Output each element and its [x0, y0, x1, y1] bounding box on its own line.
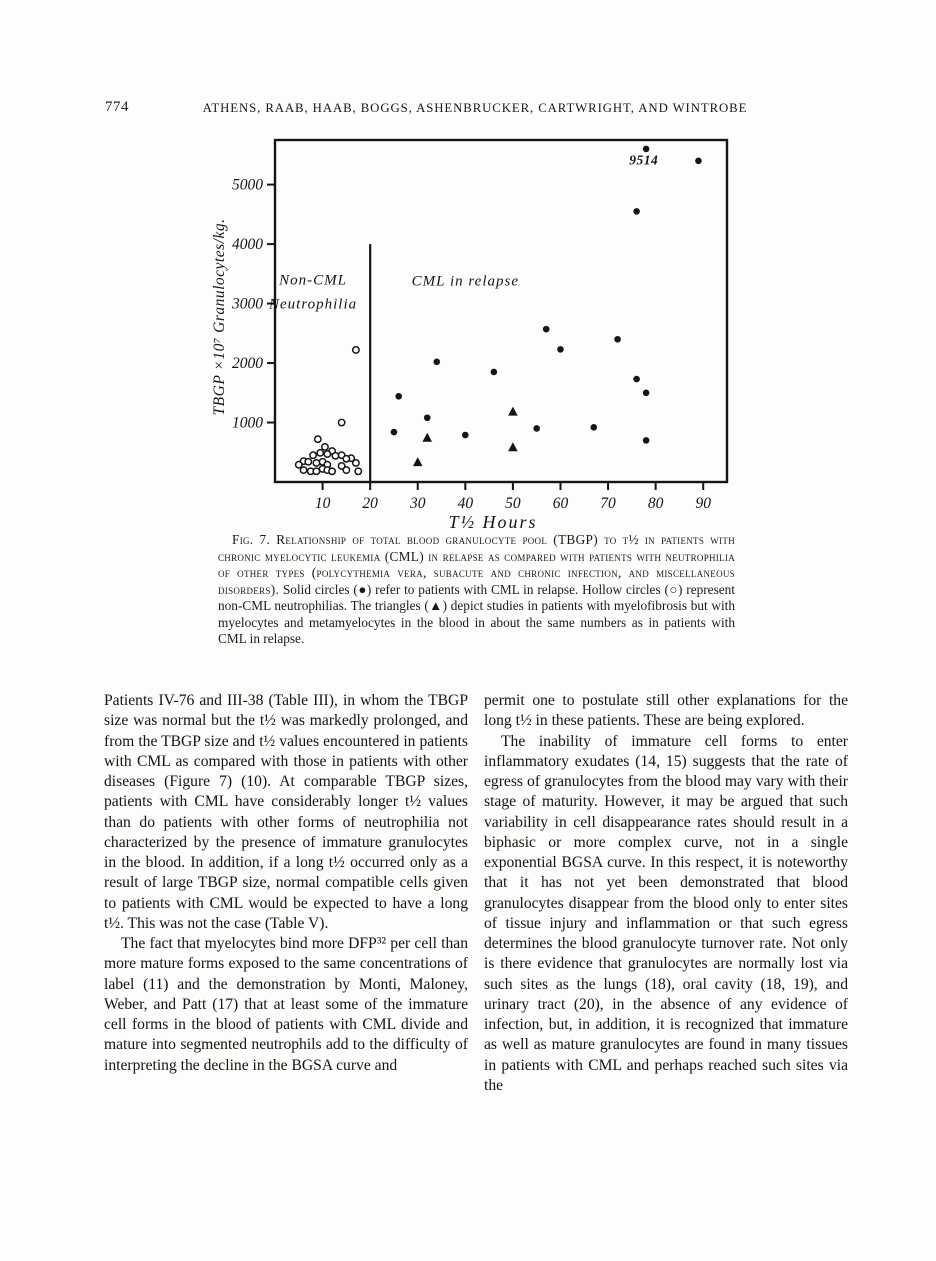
x-tick-label: 50 — [505, 495, 521, 512]
y-tick-label: 2000 — [232, 355, 263, 373]
data-point-noncml — [343, 467, 349, 473]
y-axis-title: TBGP ×10⁷ Granulocytes/kg. — [211, 218, 228, 416]
figure-7 — [208, 132, 743, 532]
data-point-noncml — [353, 460, 359, 466]
data-point-cml — [391, 429, 398, 436]
data-point-cml — [557, 346, 564, 353]
data-point-cml — [643, 389, 650, 396]
data-point-noncml — [353, 347, 359, 353]
tbgp-scatter-chart — [208, 132, 743, 532]
data-point-noncml — [310, 452, 316, 458]
x-tick-label: 70 — [600, 495, 616, 512]
region-label: Non-CML — [279, 272, 347, 289]
x-axis — [315, 482, 711, 532]
data-point-myelofibrosis — [422, 433, 432, 442]
data-point-cml — [643, 146, 650, 153]
data-point-noncml — [338, 419, 344, 425]
y-tick-label: 3000 — [232, 295, 263, 313]
data-point-cml — [633, 208, 640, 215]
y-tick-label: 4000 — [232, 236, 263, 254]
data-point-noncml — [317, 450, 323, 456]
data-point-cml — [424, 414, 431, 421]
paragraph: The fact that myelocytes bind more DFP³² per cell than more mature forms exposed to the same concentrations of label (11) and the demonstration by Monti, Maloney, Weber, and Patt (17) that at least some of the immature cell forms in the blood of patients with CML divide and mature into segmented neutrophils add to the difficulty of interpreting the decline in the BGSA curve and — [104, 935, 468, 1074]
data-point-cml — [462, 432, 469, 439]
y-tick-label: 5000 — [232, 176, 263, 194]
data-point-cml — [695, 158, 702, 165]
paragraph: The inability of immature cell forms to enter inflammatory exudates (14, 15) suggests that the rate of egress of granulocytes from the blood may vary with their stage of maturity. However, it may be argued that such variability in cell disappearance rates should result in a biphasic or more complex curve, not in a single exponential BGSA curve. In this respect, it is noteworthy that it has not yet been demonstrated that blood granulocytes disappear from the blood only to enter sites of tissue injury and inflammation or that such egress determines the blood granulocyte turnover rate. Not only is there evidence that granulocytes are normally lost via such sites as the lungs (18), oral cavity (18, 19), and urinary tract (20), in the absence of any evidence of infection, but, in addition, it is recognized that immature as well as mature granulocytes are found in many tissues in patients with CML and perhaps reached such sites via the — [484, 732, 848, 1094]
data-point-noncml — [332, 453, 338, 459]
body-column-right — [484, 691, 848, 1096]
running-header — [0, 99, 936, 121]
data-point-noncml — [305, 459, 311, 465]
data-point-noncml — [324, 451, 330, 457]
data-point-noncml — [322, 444, 328, 450]
data-point-noncml — [355, 468, 361, 474]
region-label: Neutrophilia — [269, 296, 358, 313]
x-tick-label: 90 — [695, 495, 711, 512]
x-tick-label: 40 — [457, 495, 474, 512]
figure-caption — [218, 532, 735, 648]
data-point-cml — [590, 424, 597, 431]
series-filled-circle — [391, 146, 702, 444]
running-head-authors: ATHENS, RAAB, HAAB, BOGGS, ASHENBRUCKER, CARTWRIGHT, AND WINTROBE — [202, 101, 748, 115]
body-column-left — [104, 691, 468, 1076]
data-point-noncml — [315, 436, 321, 442]
data-point-noncml — [313, 460, 319, 466]
data-point-noncml — [296, 462, 302, 468]
data-point-cml — [643, 437, 650, 444]
point-annotation: 9514 — [629, 152, 659, 168]
data-point-cml — [633, 376, 640, 383]
x-tick-label: 60 — [552, 495, 569, 512]
data-point-myelofibrosis — [508, 442, 518, 451]
data-point-cml — [395, 393, 402, 400]
x-tick-label: 10 — [314, 495, 331, 512]
paragraph: Patients IV-76 and III-38 (Table III), in whom the TBGP size was normal but the t½ was markedly prolonged, and from the TBGP size and t½ values encountered in patients with CML as compared with those in patients with other diseases (Figure 7) (10). At comparable TBGP sizes, patients with CML have considerably longer t½ values than do patients with other forms of neutrophilia not characterized by the presence of immature granulocytes in the blood. In addition, if a long t½ occurred only as a result of large TBGP size, normal compatible cells given to patients with CML would be expected to have a long t½. This was not the case (Table V). — [104, 692, 468, 932]
x-axis-title: T½ Hours — [448, 512, 538, 532]
region-label: CML in relapse — [411, 273, 519, 290]
y-axis — [211, 177, 275, 432]
page-number: 774 — [105, 99, 129, 115]
data-point-cml — [543, 326, 550, 333]
y-tick-label: 1000 — [232, 414, 263, 432]
data-point-cml — [533, 425, 540, 432]
x-tick-label: 80 — [647, 495, 664, 512]
data-point-cml — [614, 336, 621, 343]
data-point-myelofibrosis — [508, 407, 518, 416]
paragraph: permit one to postulate still other explanations for the long t½ in these patients. These are being explored. — [484, 692, 848, 730]
data-point-noncml — [343, 456, 349, 462]
x-tick-label: 20 — [362, 495, 378, 512]
data-point-cml — [491, 369, 498, 376]
figure-caption-rest: Solid circles (●) refer to patients with CML in relapse. Hollow circles (○) represent non-CML neutrophilias. The triangles (▲) depict studies in patients with myelofibrosis but with myelocytes and metamyelocytes in the blood in about the same numbers as in patients with CML in relapse. — [218, 581, 735, 647]
data-point-noncml — [300, 467, 306, 473]
data-point-cml — [433, 359, 440, 366]
data-point-myelofibrosis — [413, 457, 423, 466]
figure-caption-lead: Fig. 7. Relationship of total blood granulocyte pool (TBGP) to t½ in patients with chronic myelocytic leukemia (CML) in relapse as compared with patients with neutrophilia of other types (polycythemia vera, subacute and chronic infection, and miscellaneous disorders). — [218, 532, 735, 597]
x-tick-label: 30 — [409, 495, 426, 512]
data-point-noncml — [313, 468, 319, 474]
series-open-circle — [296, 347, 362, 475]
data-point-noncml — [329, 468, 335, 474]
